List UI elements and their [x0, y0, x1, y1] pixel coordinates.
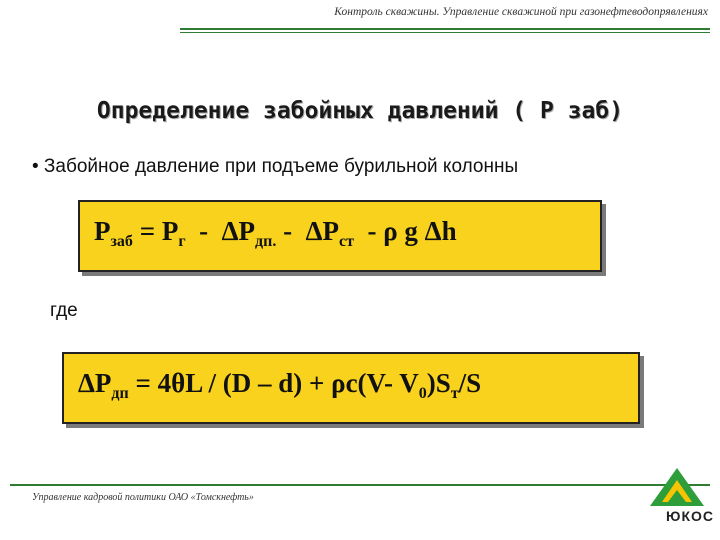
footer-text: Управление кадровой политики ОАО «Томскнефть» [32, 492, 254, 503]
formula1-minus1: - [185, 216, 222, 246]
slide-title: Определение забойных давлений ( Р заб) [96, 98, 624, 124]
formula2-sub-0: 0 [418, 385, 427, 402]
formula-2 [78, 368, 481, 403]
formula2-dp: ΔР [78, 368, 112, 398]
formula-box-1 [78, 200, 602, 272]
formula1-p: Р [94, 216, 111, 246]
formula1-eq: = [132, 216, 162, 246]
formula2-body: = 4θL / (D – d) + ρc(V- V [128, 368, 419, 398]
header-rule [180, 28, 710, 30]
formula1-dpdp: ΔР [221, 216, 256, 246]
formula1-sub-g: г [178, 233, 186, 250]
where-label: где [50, 300, 78, 321]
formula2-sub-t: т [450, 385, 459, 402]
formula1-minus2: - [276, 216, 306, 246]
formula-1 [94, 216, 457, 251]
formula1-sub-st: ст [339, 233, 354, 250]
header-text: Контроль скважины. Управление скважиной при газонефтеводопрявлениях [334, 6, 708, 18]
bullet-text: • Забойное давление при подъеме бурильной колонны [32, 156, 519, 177]
formula1-pg: Р [161, 216, 179, 246]
formula2-end: /S [458, 368, 482, 398]
formula2-mid: )S [426, 368, 451, 398]
formula-box-2 [62, 352, 640, 424]
formula2-sub-dp: дп [111, 385, 129, 402]
formula1-dpst: ΔР [305, 216, 339, 246]
logo-text: ЮКОС [666, 508, 714, 524]
header-rule-thin [180, 32, 710, 33]
formula1-tail: - ρ g Δh [353, 216, 457, 246]
yukos-logo-icon [642, 466, 712, 536]
footer-rule [10, 484, 710, 486]
formula1-sub-zab: заб [110, 233, 133, 250]
formula1-sub-dp: дп. [255, 233, 277, 250]
